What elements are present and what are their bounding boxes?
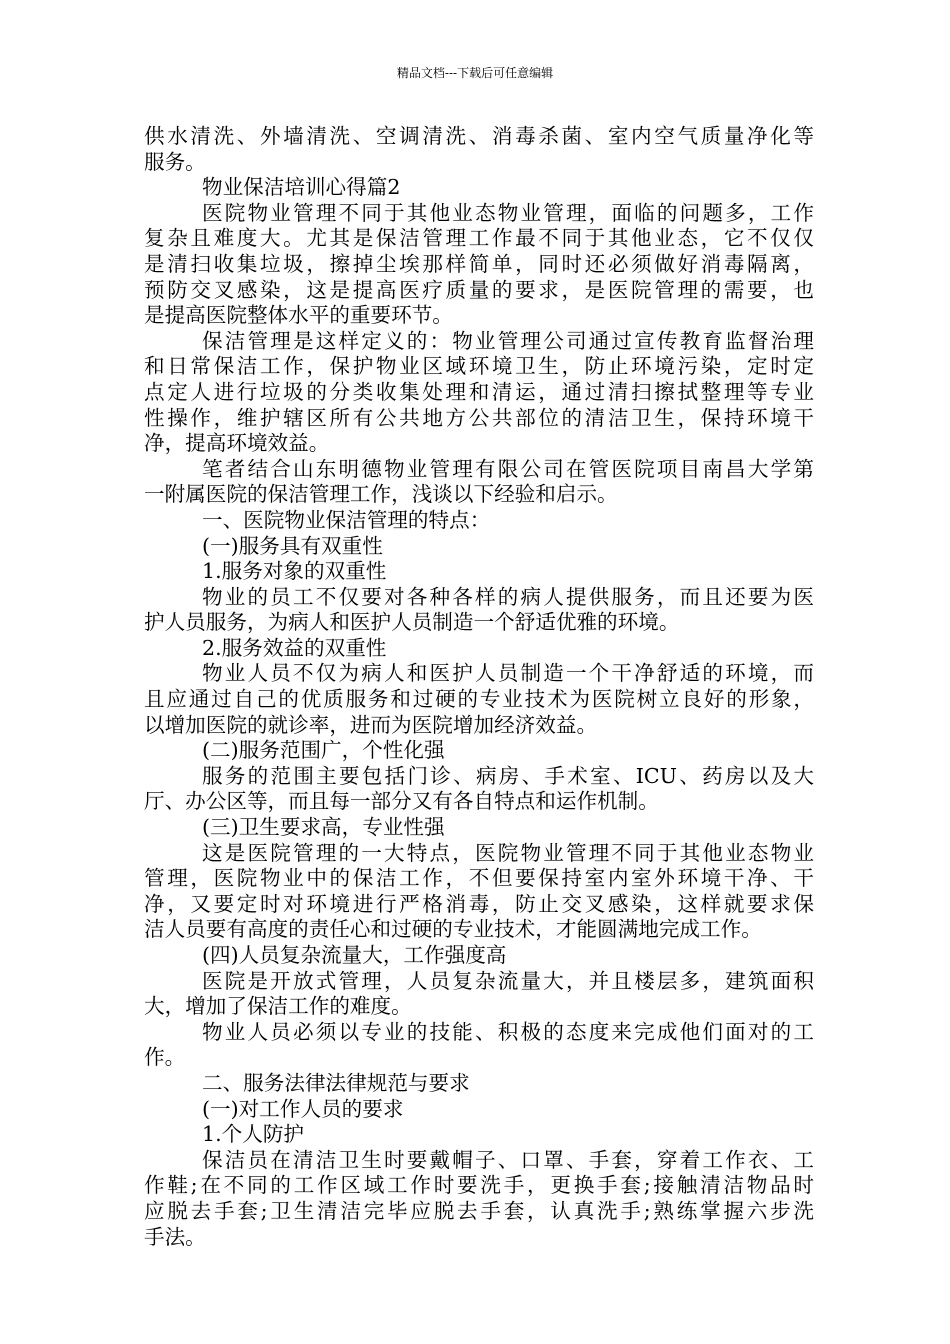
text-line: 应脱去手套;卫生清洁完毕应脱去手套，认真洗手;熟练掌握六步洗: [144, 1198, 814, 1223]
text-line: 物业人员必须以专业的技能、积极的态度来完成他们面对的工: [202, 1019, 814, 1044]
text-line: 笔者结合山东明德物业管理有限公司在管医院项目南昌大学第: [202, 456, 814, 481]
text-line: 物业保洁培训心得篇2: [202, 175, 401, 200]
text-line: 保洁员在清洁卫生时要戴帽子、口罩、手套，穿着工作衣、工: [202, 1147, 814, 1172]
text-line: 作。: [144, 1045, 186, 1070]
text-line: 性操作，维护辖区所有公共地方公共部位的清洁卫生，保持环境干: [144, 405, 814, 430]
text-line: 净，提高环境效益。: [144, 431, 330, 456]
text-line: 2.服务效益的双重性: [202, 635, 387, 660]
text-line: 管理，医院物业中的保洁工作，不但要保持室内室外环境干净、干: [144, 866, 814, 891]
text-line: 1.服务对象的双重性: [202, 559, 387, 584]
text-line: 以增加医院的就诊率，进而为医院增加经济效益。: [144, 712, 598, 737]
text-line: 和日常保洁工作，保护物业区域环境卫生，防止环境污染，定时定: [144, 354, 814, 379]
text-line: (四)人员复杂流量大，工作强度高: [202, 943, 507, 967]
text-line: 1.个人防护: [202, 1122, 305, 1147]
text-line: 医院是开放式管理，人员复杂流量大，并且楼层多，建筑面积: [202, 968, 814, 993]
text-line: (一)对工作人员的要求: [202, 1096, 404, 1121]
text-line: 是清扫收集垃圾，擦掉尘埃那样简单，同时还必须做好消毒隔离，: [144, 251, 814, 276]
text-line: (三)卫生要求高，专业性强: [202, 815, 445, 840]
text-line: 厅、办公区等，而且每一部分又有各自特点和运作机制。: [144, 789, 659, 814]
text-line: 二、服务法律法律规范与要求: [202, 1070, 470, 1095]
text-line: 供水清洗、外墙清洗、空调清洗、消毒杀菌、室内空气质量净化等: [144, 124, 814, 148]
text-line: 服务。: [144, 149, 206, 174]
text-line: 一、医院物业保洁管理的特点：: [202, 507, 491, 532]
document-body: [144, 124, 814, 1250]
text-line: (一)服务具有双重性: [202, 533, 383, 558]
text-line: 大，增加了保洁工作的难度。: [144, 994, 412, 1019]
text-line: 医院物业管理不同于其他业态物业管理，面临的问题多，工作: [202, 200, 814, 225]
text-line: 这是医院管理的一大特点，医院物业管理不同于其他业态物业: [202, 840, 814, 865]
text-line: 服务的范围主要包括门诊、病房、手术室、ICU、药房以及大: [202, 763, 814, 788]
text-line: 一附属医院的保洁管理工作，浅谈以下经验和启示。: [144, 482, 618, 507]
text-line: 是提高医院整体水平的重要环节。: [144, 303, 453, 328]
text-line: 净，又要定时对环境进行严格消毒，防止交叉感染，这样就要求保: [144, 891, 814, 916]
text-line: 物业人员不仅为病人和医护人员制造一个干净舒适的环境，而: [202, 661, 814, 686]
text-line: 作鞋;在不同的工作区域工作时要洗手，更换手套;接触清洁物品时: [144, 1173, 814, 1198]
text-line: 保洁管理是这样定义的：物业管理公司通过宣传教育监督治理: [202, 328, 814, 353]
page-header: 精品文档---下载后可任意编辑: [396, 66, 554, 80]
text-line: (二)服务范围广，个性化强: [202, 738, 445, 763]
text-line: 物业的员工不仅要对各种各样的病人提供服务，而且还要为医: [202, 584, 814, 609]
text-line: 点定人进行垃圾的分类收集处理和清运，通过清扫擦拭整理等专业: [144, 379, 814, 404]
text-line: 且应通过自己的优质服务和过硬的专业技术为医院树立良好的形象，: [144, 687, 814, 712]
text-line: 预防交叉感染，这是提高医疗质量的要求，是医院管理的需要，也: [144, 277, 814, 302]
text-line: 护人员服务，为病人和医护人员制造一个舒适优雅的环境。: [144, 610, 680, 635]
text-line: 手法。: [144, 1224, 206, 1249]
text-line: 复杂且难度大。尤其是保洁管理工作最不同于其他业态，它不仅仅: [144, 226, 814, 251]
text-line: 洁人员要有高度的责任心和过硬的专业技术，才能圆满地完成工作。: [144, 917, 762, 942]
